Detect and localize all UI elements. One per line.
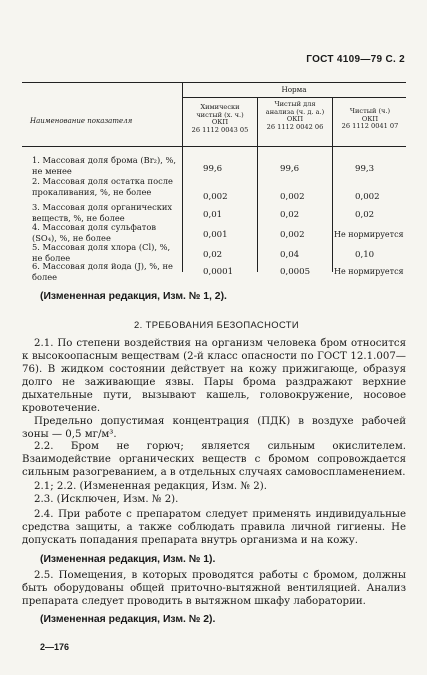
paragraph-edit-2-1-2-2: 2.1; 2.2. (Измененная редакция, Изм. № 2). [34,481,267,492]
col-header-3: Чистый (ч.) ОКП 26 1112 0041 07 [341,107,399,131]
table-vline-1 [182,82,183,272]
paragraph-2-1: 2.1. По степени воздействия на организм человека бром относится к высокоопасным веществам (2-й класс опасности по ГОСТ 12.1.007—76). В жидком состоянии действует на кожу прижигающе, образуя долго не заживающие язвы. Пары брома раздражают верхние дыхательные пути, вызывают кашель, головокружение, носовое кровотечение. [22,338,406,414]
paragraph-2-4: 2.4. При работе с препаратом следует применять индивидуальные средства защиты, а также соблюдать правила личной гигиены. Не допускать попадания препарата внутрь организма и на кожу. [22,509,406,546]
table-cell: 0,02 [280,210,300,220]
table-row-name-1: 1. Массовая доля брома (Br₂), %, не менее [32,155,177,176]
edition-note-2: (Измененная редакция, Изм. № 1). [40,554,216,565]
table-cell: 0,002 [280,192,305,202]
table-cell: 0,10 [355,250,375,260]
page-footer-number: 2—176 [40,642,70,652]
table-cell: 0,002 [355,192,380,202]
table-vline-2 [257,97,258,272]
table-row-name-6: 6. Массовая доля йода (J), %, не более [32,261,173,282]
paragraph-2-5: 2.5. Помещения, в которых проводятся работы с бромом, должны быть оборудованы общей приточно-вытяжной вентиляцией. Анализ препарата следует проводить в вытяжном шкафу лаборатории. [22,570,406,607]
table-norm-rule [182,97,406,98]
table-row-name-5: 5. Массовая доля хлора (Cl), %, не более [32,242,171,263]
table-vline-3 [332,97,333,272]
table-cell: 0,001 [203,230,228,240]
paragraph-2-2: 2.2. Бром не горюч; является сильным окислителем. Взаимодействие органических веществ с бромом сопровождается сильным разогреванием, а в отдельных случаях самовоспламенением. [22,441,406,478]
table-cell: 0,01 [203,210,223,220]
norm-label: Норма [281,85,307,94]
table-cell: Не нормируется [334,267,404,276]
table-cell: 0,02 [355,210,375,220]
edition-note-1: (Измененная редакция, Изм. № 1, 2). [40,291,227,302]
table-cell: Не нормируется [334,230,404,239]
table-cell: 0,02 [203,250,223,260]
table-row-name-2: 2. Массовая доля остатка после прокаливания, %, не более [32,176,173,197]
table-header-rule [22,146,406,147]
table-cell: 0,002 [280,230,305,240]
table-cell: 99,6 [280,164,300,174]
table-cell: 0,0005 [280,267,311,277]
table-cell: 0,04 [280,250,300,260]
edition-note-3: (Измененная редакция, Изм. № 2). [40,614,216,625]
paragraph-2-1-pdk: Предельно допустимая концентрация (ПДК) в воздухе рабочей зоны — 0,5 мг/м³. [22,416,406,440]
section-title: 2. ТРЕБОВАНИЯ БЕЗОПАСНОСТИ [134,319,300,330]
paragraph-2-3: 2.3. (Исключен, Изм. № 2). [34,494,179,505]
table-cell: 99,3 [355,164,375,174]
col-header-2: Чистый для анализа (ч. д. а.) ОКП 26 1112 0042 06 [265,100,325,131]
col-header-1: Химически чистый (х. ч.) ОКП 26 1112 0043 05 [191,103,249,134]
table-row-name-3: 3. Массовая доля органических веществ, %, не более [32,202,173,223]
page-header-code: ГОСТ 4109—79 С. 2 [306,54,405,65]
table-cell: 0,002 [203,192,228,202]
table-row-name-4: 4. Массовая доля сульфатов (SO₄), %, не более [32,222,157,243]
name-column-header: Наименование показателя [30,117,133,125]
table-cell: 99,6 [203,164,223,174]
table-top-rule [22,82,406,83]
table-cell: 0,0001 [203,267,234,277]
